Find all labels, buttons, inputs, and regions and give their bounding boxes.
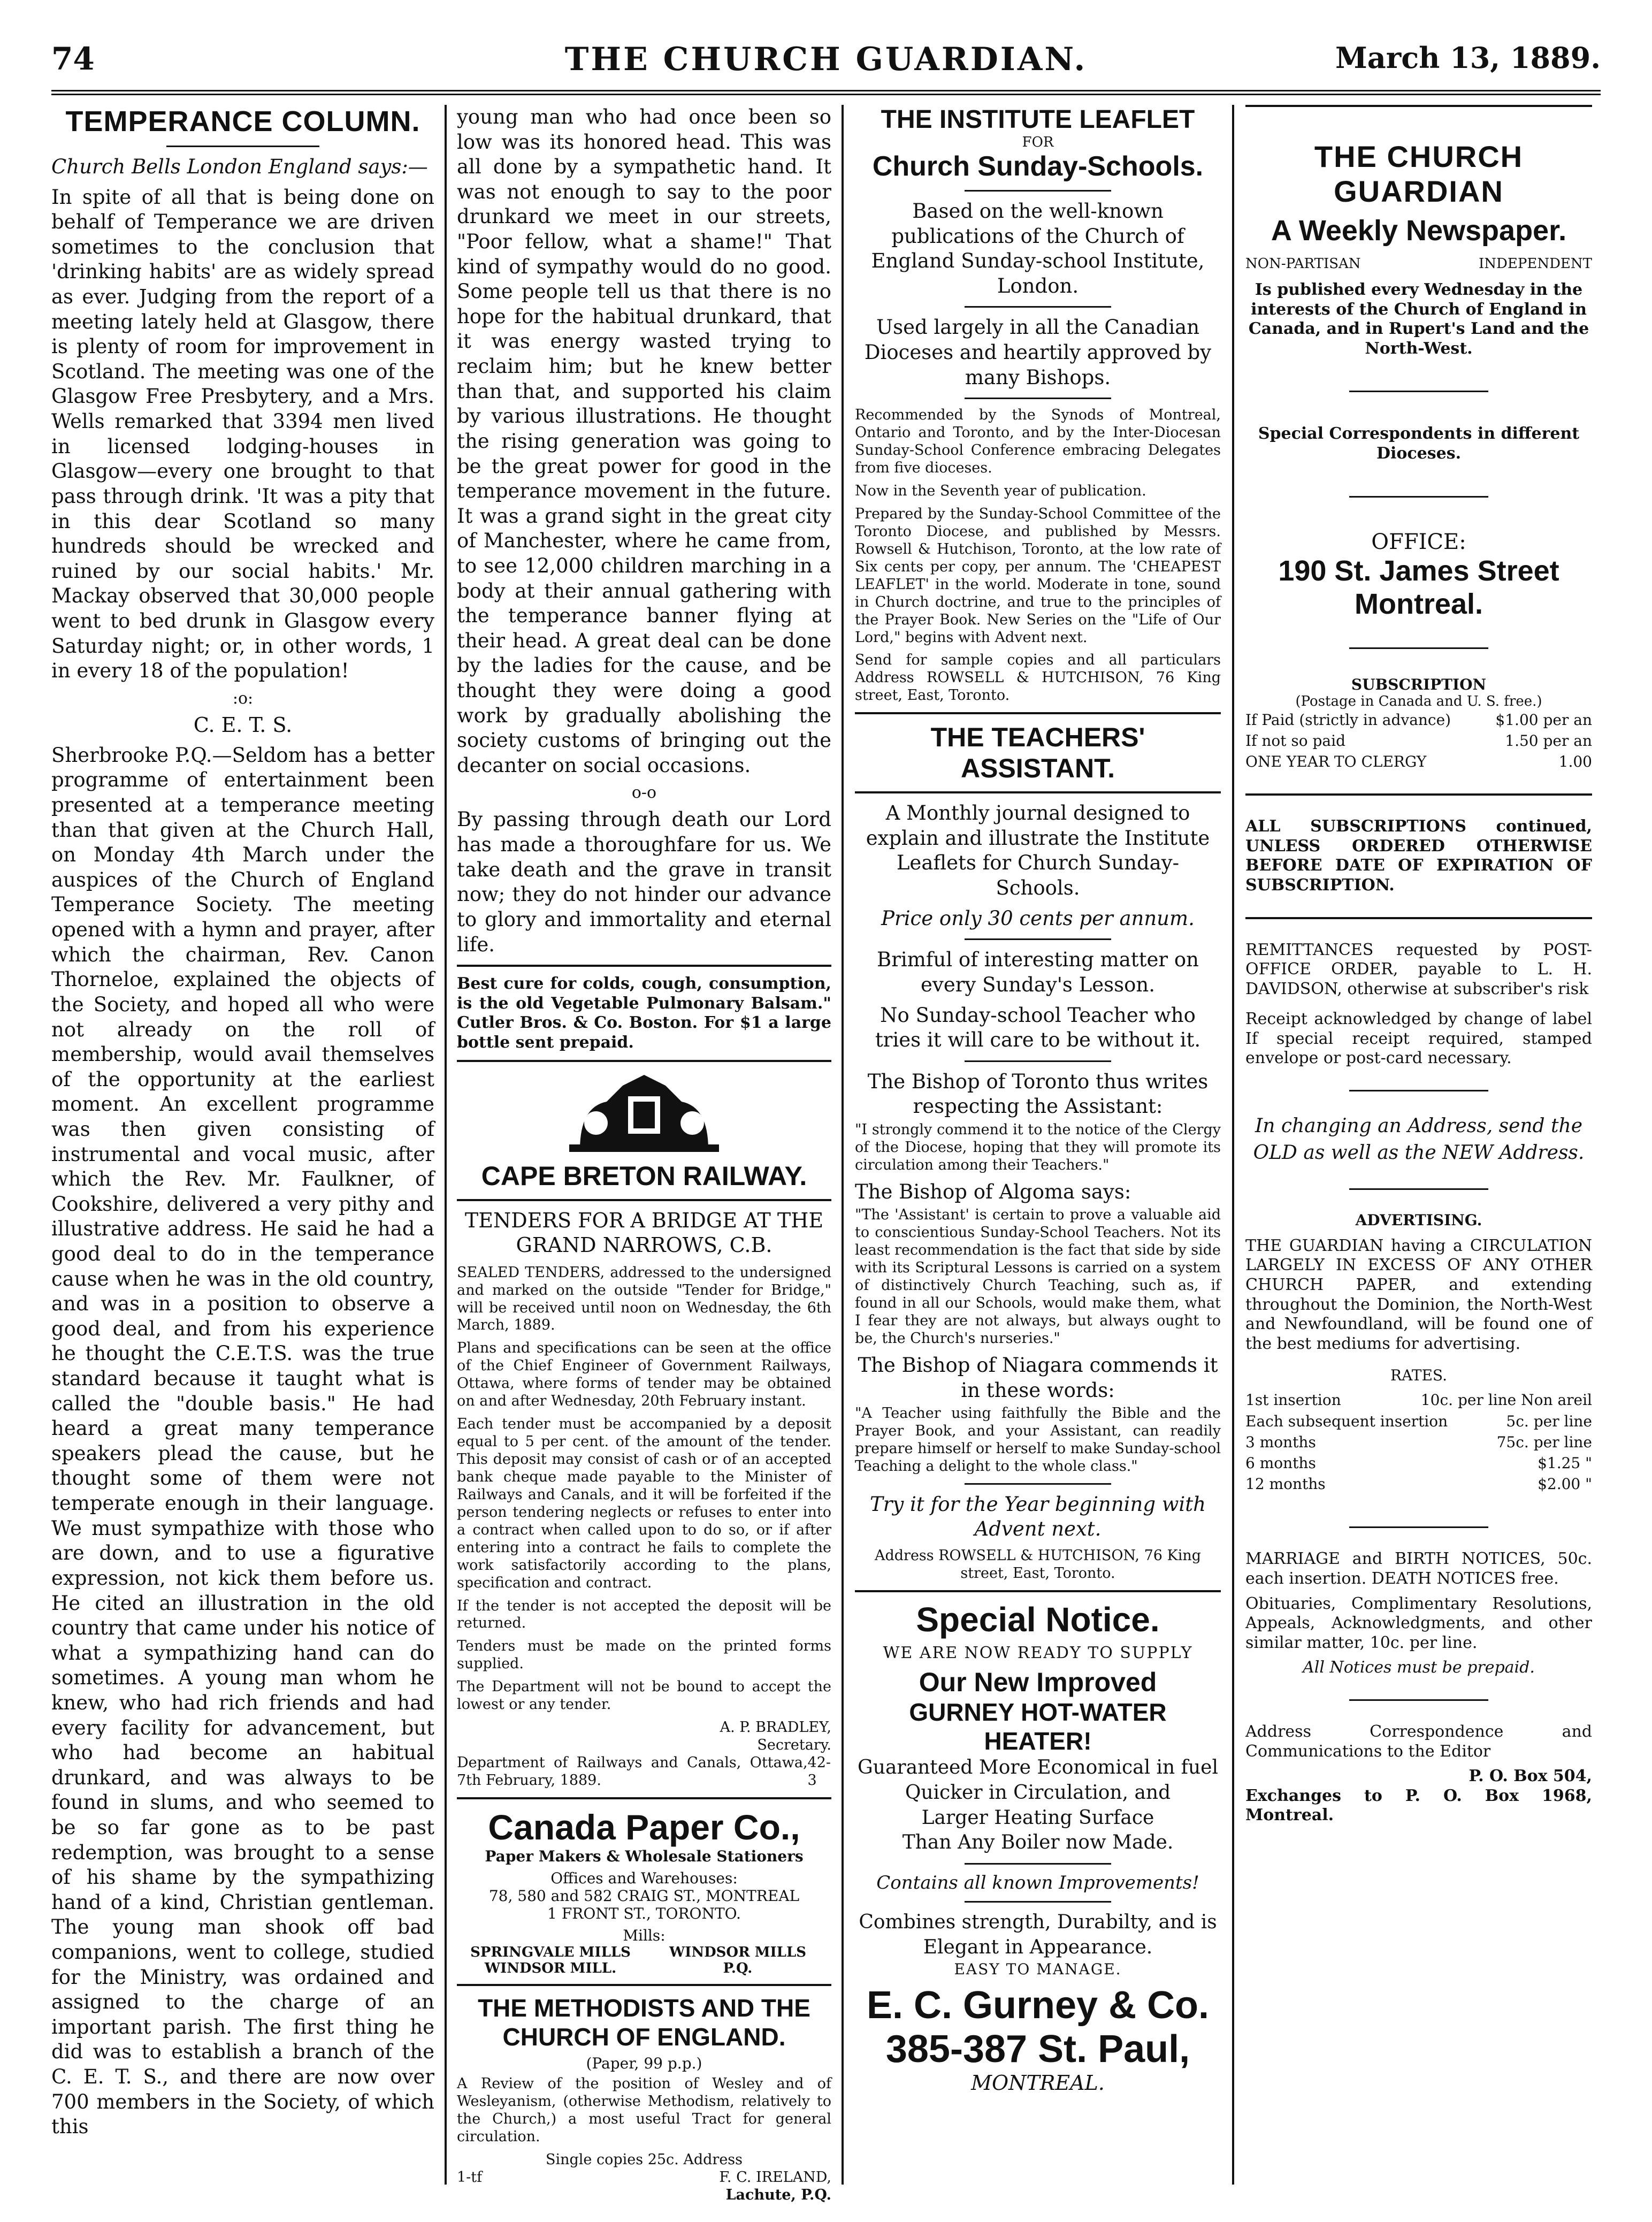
column-1 <box>51 105 442 2185</box>
rate-label: If not so paid <box>1245 731 1345 750</box>
subscription-postage: (Postage in Canada and U. S. free.) <box>1295 693 1542 709</box>
methodists-title-1: THE METHODISTS AND THE <box>478 1994 810 2022</box>
guardian-subtitle: A Weekly Newspaper. <box>1271 215 1567 247</box>
rate-row <box>1245 1432 1592 1453</box>
tag-non-partisan: NON-PARTISAN <box>1245 256 1361 272</box>
institute-p1: Based on the well-known publications of the Church of England Sunday-school Institute, London. <box>871 200 1205 297</box>
methodists-addr1: F. C. IRELAND, <box>719 2168 831 2186</box>
sn-line-4: Than Any Boiler now Made. <box>902 1831 1174 1854</box>
rate-label: 12 months <box>1245 1475 1326 1493</box>
guardian-tags <box>1245 256 1592 272</box>
divider <box>965 1863 1111 1865</box>
methodists-desc: A Review of the position of Wesley and of Wesleyanism, (otherwise Methodism, relatively to the Church,) a most useful Tract for general circulation. <box>457 2075 831 2145</box>
institute-p4: Now in the Seventh year of publication. <box>855 483 1146 500</box>
correspondence-address: Address Correspondence and Communications to the Editor <box>1245 1722 1592 1761</box>
methodists-title-2: CHURCH OF ENGLAND. <box>502 2022 786 2051</box>
divider <box>457 1060 831 1062</box>
rate-label: 3 months <box>1245 1433 1316 1451</box>
subscription-notice: ALL SUBSCRIPTIONS continued, UNLESS ORDERED OTHERWISE BEFORE DATE OF EXPIRATION OF SUBSCRIPTION. <box>1245 817 1592 895</box>
marriage-notices: MARRIAGE and BIRTH NOTICES, 50c. each insertion. DEATH NOTICES free. <box>1245 1549 1592 1588</box>
coat-of-arms-icon <box>559 1070 730 1155</box>
rate-row <box>1245 1411 1592 1432</box>
cets-subtitle: C. E. T. S. <box>193 713 293 737</box>
methodists-footer <box>457 2169 831 2187</box>
sn-easy: EASY TO MANAGE. <box>954 1960 1122 1978</box>
ta-p3: No Sunday-school Teacher who tries it will care to be without it. <box>875 1003 1201 1052</box>
rate-label: 6 months <box>1245 1454 1316 1472</box>
prepaid-note: All Notices must be prepaid. <box>1303 1658 1535 1677</box>
divider <box>1245 105 1592 107</box>
temperance-continuation: young man who had once been so low was its honored head. This was all done by a sympathetic hand. It was not enough to say to the poor drunkard we meet in our streets, "Poor fellow, what a shame!" That kind of sympathy would do no good. Some people tell us that there is no hope for the habitual drunkard, that it was energy wasted trying to reclaim him; but he knew better than that, and supported his claim by various illustrations. He thought the rising generation was going to be the great power for good in the temperance movement in the future. It was a grand sight in the great city of Manchester, where he came from, to see 12,000 children marching in a body at their annual gathering with the temperance banner flying at their head. A great deal can be done by the ladies for the cause, and be thought they were doing a good work by gradually abolishing the society customs of bringing out the decanter on social occasions. <box>457 105 831 777</box>
advertising-text: THE GUARDIAN having a CIRCULATION LARGELY IN EXCESS OF ANY OTHER CHURCH PAPER, and extending throughout the Dominion, the North-West and Newfoundland, will be found one of the best mediums for advertising. <box>1245 1236 1592 1353</box>
source-line <box>51 155 434 180</box>
tender-para6: The Department will not be bound to accept the lowest or any tender. <box>457 1678 831 1713</box>
ta-try: Try it for the Year beginning with Advent next. <box>870 1492 1206 1541</box>
rate-value: 1.50 per an <box>1505 731 1592 750</box>
divider <box>855 791 1221 793</box>
methodists-ref: 1-tf <box>457 2168 483 2186</box>
tender-para3: Each tender must be accompanied by a deposit equal to 5 per cent. of the amount of the tender. This deposit may consist of cash or of an accepted bank cheque made payable to the Minister of Railways and Canals, and it will be forfeited if the person tendering neglects or refuses to enter into a contract when called upon to do so, or if after entering into a contract he fails to complete the work satisfactorily according to the plans, specification and contract. <box>457 1416 831 1591</box>
rate-value: 1.00 <box>1558 752 1592 770</box>
teachers-assistant-title: THE TEACHERS' ASSISTANT. <box>930 722 1145 784</box>
tender-role: Secretary. <box>757 1737 831 1754</box>
death-paragraph: By passing through death our Lord has made a thoroughfare for us. We take death and the grave in transit now; they do not hinder our advance to glory and immortality and eternal life. <box>457 808 831 956</box>
sn-ready: WE ARE NOW READY TO SUPPLY <box>883 1643 1193 1662</box>
subscription-row <box>1245 709 1592 730</box>
divider <box>965 190 1111 192</box>
institute-for: FOR <box>1022 134 1054 150</box>
divider <box>1245 793 1592 796</box>
methodists-price: Single copies 25c. Address <box>545 2151 743 2168</box>
rate-row <box>1245 1389 1592 1410</box>
sn-address: 385-387 St. Paul, <box>885 2027 1190 2071</box>
rate-label: ONE YEAR TO CLERGY <box>1245 752 1427 770</box>
divider <box>1349 1526 1488 1528</box>
rate-value: $1.25 " <box>1538 1454 1592 1472</box>
institute-p5: Prepared by the Sunday-School Committee of the Toronto Diocese, and published by Messrs. Rowsell & Hutchison, Toronto, at the low rate of Six cents per copy, per annum. The 'CHEAPEST LEAFLET' in the world. Moderate in tone, sound in Church doctrine, and true to the principles of the Prayer Book. New Series on the "Life of Our Lord," begins with Advent next. <box>855 505 1221 646</box>
rates-title: RATES. <box>1390 1366 1447 1385</box>
divider <box>457 1984 831 1986</box>
institute-p3: Recommended by the Synods of Montreal, Ontario and Toronto, and by the Inter-Diocesan Sunday-School Conference embracing Delegates from five dioceses. <box>855 407 1221 477</box>
divider <box>1349 647 1488 649</box>
paper-title: THE CHURCH GUARDIAN. <box>564 41 1088 78</box>
column-3 <box>846 105 1229 2185</box>
ta-p2: Brimful of interesting matter on every Sunday's Lesson. <box>877 948 1199 996</box>
mills-left: SPRINGVALE MILLS WINDSOR MILL. <box>470 1944 631 1976</box>
guardian-published: Is published every Wednesday in the interests of the Church of England in Canada, and in Rupert's Land and the North-West. <box>1248 280 1589 358</box>
sn-firm: E. C. Gurney & Co. <box>866 1983 1210 2027</box>
tender-para2: Plans and specifications can be seen at the office of the Chief Engineer of Government Railways, Ottawa, where forms of tender may be obtained on and after Wednesday, 20th February instant. <box>457 1340 831 1410</box>
canada-paper-sub: Paper Makers & Wholesale Stationers <box>485 1847 804 1865</box>
divider <box>1349 1090 1488 1091</box>
divider <box>1349 496 1488 498</box>
divider <box>1349 1699 1488 1701</box>
ta-quote-1: "I strongly commend it to the notice of the Clergy of the Diocese, hoping that they will promote its circulation among their Teachers." <box>855 1121 1221 1173</box>
tender-title: TENDERS FOR A BRIDGE AT THE GRAND NARROWS, C.B. <box>464 1209 824 1257</box>
remittances: REMITTANCES requested by POST-OFFICE ORDER, payable to L. H. DAVIDSON, otherwise at subscriber's risk <box>1245 940 1592 998</box>
canada-paper-title: Canada Paper Co., <box>488 1807 800 1847</box>
tender-department: Department of Railways and Canals, Ottawa, 7th February, 1889. <box>457 1754 808 1789</box>
tender-para4: If the tender is not accepted the deposit will be returned. <box>457 1597 831 1632</box>
office-label: OFFICE: <box>1371 529 1466 554</box>
ta-p1: A Monthly journal designed to explain and illustrate the Institute Leaflets for Church Sunday-Schools. <box>866 801 1210 900</box>
railway-title: CAPE BRETON RAILWAY. <box>481 1161 807 1192</box>
methodists-addr2: Lachute, P.Q. <box>725 2186 831 2203</box>
divider <box>965 1483 1111 1485</box>
rate-row <box>1245 1453 1592 1473</box>
divider <box>457 1199 831 1201</box>
column-rule <box>842 105 844 2185</box>
mills-label: Mills: <box>623 1926 666 1944</box>
divider <box>965 938 1111 940</box>
ta-p5: The Bishop of Algoma says: <box>855 1180 1131 1203</box>
divider <box>965 306 1111 308</box>
divider <box>166 146 319 147</box>
obituaries-note: Obituaries, Complimentary Resolutions, Appeals, Acknowledgments, and other similar matter, 10c. per line. <box>1245 1594 1592 1652</box>
institute-p2: Used largely in all the Canadian Dioceses and heartily approved by many Bishops. <box>864 316 1212 389</box>
tender-para1: SEALED TENDERS, addressed to the undersigned and marked on the outside "Tender for Bridge," will be received until noon on Wednesday, the 6th March, 1889. <box>457 1264 831 1334</box>
receipt-note: Receipt acknowledged by change of label If special receipt required, stamped envelope or post-card necessary. <box>1245 1010 1592 1068</box>
special-notice-title: Special Notice. <box>916 1600 1160 1639</box>
institute-title-2: Church Sunday-Schools. <box>872 151 1204 182</box>
subscription-title: SUBSCRIPTION <box>1351 675 1487 693</box>
divider-ornament: :o: <box>232 689 254 708</box>
subscription-row <box>1245 730 1592 751</box>
tender-footer <box>457 1754 831 1790</box>
tender-para5: Tenders must be made on the printed forms supplied. <box>457 1638 831 1673</box>
rate-value: $2.00 " <box>1538 1475 1592 1493</box>
sn-line-5: Combines strength, Durabilty, and is Elegant in Appearance. <box>859 1911 1217 1958</box>
rate-label: If Paid (strictly in advance) <box>1245 711 1451 729</box>
paper-address-1: 78, 580 and 582 CRAIG ST., MONTREAL <box>488 1887 800 1905</box>
rate-row <box>1245 1473 1592 1494</box>
po-box: P. O. Box 504, <box>1469 1767 1592 1786</box>
temperance-para1: In spite of all that is being done on behalf of Temperance we are driven sometimes to the conclusion that 'drinking habits' are as widely spread as ever. Judging from the report of a meeting lately held at Glasgow, there is plenty of room for improvement in Scotland. The meeting was one of the Glasgow Free Presbytery, and a Mrs. Wells remarked that 3394 men lived in licensed lodging-houses in Glasgow—every one brought to that pass through drink. 'It was a pity that in this dear Scotland so many hundreds should be wrecked and ruined by our social habits.' Mr. Mackay observed that 30,000 people went to bed drunk in Glasgow every Saturday night; or, in other words, 1 in every 18 of the population! <box>51 185 434 683</box>
ta-quote-2: "The 'Assistant' is certain to prove a valuable aid to conscientious Sunday-School Teachers. Not its least recommendation is the fact that side by side with its Scriptural Lessons is carried on a system of distinctively Church Teaching, such as, if found in all our Schools, would make them, what I fear they are not always, but always ought to be, the Church's nurseries." <box>855 1207 1221 1347</box>
divider <box>855 1590 1221 1592</box>
rate-label: Each subsequent insertion <box>1245 1412 1448 1430</box>
subscription-row <box>1245 751 1592 772</box>
divider <box>457 965 831 967</box>
divider <box>855 712 1221 714</box>
tender-ref: 42-3 <box>807 1754 831 1789</box>
methodists-paper: (Paper, 99 p.p.) <box>586 2054 702 2072</box>
sn-contains: Contains all known Improvements! <box>876 1872 1199 1894</box>
divider-ornament: o-o <box>631 783 657 803</box>
guardian-title: THE CHURCH GUARDIAN <box>1314 140 1524 208</box>
sn-our-new: Our New Improved <box>919 1667 1157 1697</box>
office-address: 190 St. James Street Montreal. <box>1278 554 1559 620</box>
rate-value: 5c. per line <box>1506 1412 1592 1430</box>
institute-p6: Send for sample copies and all particulars Address ROWSELL & HUTCHISON, 76 King street, East, Toronto. <box>855 652 1221 704</box>
guardian-correspondents: Special Correspondents in different Dioceses. <box>1258 424 1580 463</box>
rate-label: 1st insertion <box>1245 1391 1341 1409</box>
divider <box>965 1060 1111 1062</box>
tag-independent: INDEPENDENT <box>1479 256 1592 272</box>
paper-offices-label: Offices and Warehouses: <box>550 1869 738 1887</box>
divider <box>1349 1188 1488 1190</box>
institute-title: THE INSTITUTE LEAFLET <box>881 105 1195 134</box>
ta-p4: The Bishop of Toronto thus writes respecting the Assistant: <box>867 1070 1209 1118</box>
ta-price: Price only 30 cents per annum. <box>881 906 1195 930</box>
advertising-title: ADVERTISING. <box>1355 1211 1482 1229</box>
change-address-note: In changing an Address, send the OLD as well as the NEW Address. <box>1253 1115 1585 1164</box>
rate-value: $1.00 per an <box>1495 711 1592 729</box>
divider <box>1349 391 1488 392</box>
sn-line-3: Larger Heating Surface <box>921 1806 1154 1829</box>
source-text: Church Bells London England says:— <box>51 155 428 178</box>
sn-line-1: Guaranteed More Economical in fuel <box>858 1756 1218 1778</box>
ta-quote-3: "A Teacher using faithfully the Bible and the Prayer Book, and your Assistant, can readily prepare himself or herself to make Sunday-school Teaching a delight to the whole class." <box>855 1405 1221 1475</box>
divider <box>1245 917 1592 919</box>
mills-right: WINDSOR MILLS P.Q. <box>669 1944 807 1976</box>
divider <box>965 398 1111 399</box>
rate-value: 75c. per line <box>1496 1433 1592 1451</box>
ta-address: Address ROWSELL & HUTCHISON, 76 King street, East, Toronto. <box>874 1547 1202 1582</box>
mills-row <box>457 1944 831 1976</box>
temperance-title: TEMPERANCE COLUMN. <box>65 105 420 138</box>
page-number: 74 <box>51 41 95 77</box>
rate-value: 10c. per line Non areil <box>1420 1391 1592 1409</box>
temperance-para2: Sherbrooke P.Q.—Seldom has a better programme of entertainment been presented at a temperance meeting than that given at the Church Hall, on Monday 4th March under the auspices of the Church of England Temperance Society. The meeting opened with a hymn and prayer, after which the chairman, Rev. Canon Thorneloe, explained the objects of the Society, and hoped all who were not already on the roll of membership, would avail themselves of the opportunity at the earliest moment. An excellent programme was then given consisting of instrumental and vocal music, after which the Rev. Mr. Faulkner, of Cookshire, delivered a very pithy and illustrative address. He said he had a good deal to do in the temperance cause when he was in the old country, and was in a position to observe a good deal, and from his experience he thought the C.E.T.S. was the true standard because it taught what is called the "double basis." He had heard a great many temperance speakers plead the cause, but he thought some of them were not temperate enough in their language. We must sympathize with those who are down, and to use a figurative expression, not kick them before us. He cited an illustration in the old country that came under his notice of what a sympathizing hand can do sometimes. A young man whom he knew, who had rich friends and had every facility for advancement, but who had become an habitual drunkard, and was always to be found in slums, and who seemed to be so far gone as to be past redemption, was brought to a sense of his shame by the sympathizing hand of a kind, Christian gentleman. The young man shook off bad companions, went to college, studied for the Ministry, was ordained and assigned to the charge of an important parish. The first thing he did was to establish a branch of the C. E. T. S., and there are now over 700 members in the Society, of which this <box>51 743 434 2139</box>
exchanges-address: Exchanges to P. O. Box 1968, Montreal. <box>1245 1786 1592 1825</box>
sn-gurney: GURNEY HOT-WATER HEATER! <box>909 1698 1167 1755</box>
page-header <box>51 31 1601 95</box>
ta-p6: The Bishop of Niagara commends it in these words: <box>858 1353 1218 1402</box>
column-4 <box>1237 105 1601 2185</box>
sn-line-2: Quicker in Circulation, and <box>905 1781 1171 1804</box>
divider <box>965 1901 1111 1903</box>
issue-date: March 13, 1889. <box>1335 41 1601 75</box>
sn-city: MONTREAL. <box>971 2071 1105 2095</box>
column-2 <box>449 105 839 2203</box>
column-rule <box>1232 105 1234 2185</box>
paper-address-2: 1 FRONT ST., TORONTO. <box>547 1904 741 1922</box>
divider <box>457 1797 831 1799</box>
cure-advertisement: Best cure for colds, cough, consumption, is the old Vegetable Pulmonary Balsam." Cutler Bros. & Co. Boston. For $1 a large bottle sent prepaid. <box>457 974 831 1052</box>
tender-signature: A. P. BRADLEY, <box>720 1719 831 1736</box>
column-rule <box>445 105 447 2185</box>
